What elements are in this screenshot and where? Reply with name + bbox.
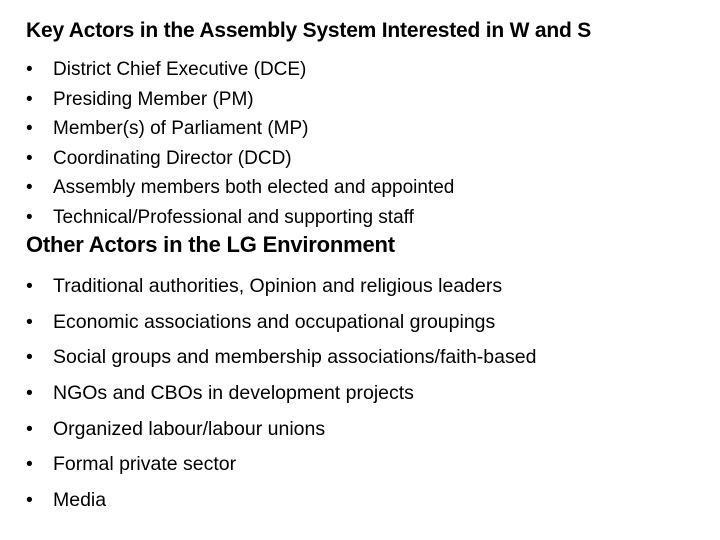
other-actors-heading: Other Actors in the LG Environment <box>26 232 395 257</box>
bullet-icon: • <box>26 275 33 297</box>
key-actors-heading: Key Actors in the Assembly System Interested in W and S <box>26 19 592 42</box>
list-item-text: Presiding Member (PM) <box>53 88 254 110</box>
bullet-icon: • <box>26 118 33 140</box>
list-item-text: Social groups and membership associations/faith-based <box>53 346 537 369</box>
list-item-text: District Chief Executive (DCE) <box>53 59 307 80</box>
list-item-text: Assembly members both elected and appointed <box>53 177 455 199</box>
list-item-text: Economic associations and occupational groupings <box>53 310 496 333</box>
bullet-icon: • <box>26 206 33 228</box>
bullet-icon: • <box>26 177 33 199</box>
list-item-text: Organized labour/labour unions <box>53 417 326 440</box>
bullet-icon: • <box>26 382 33 405</box>
bullet-icon: • <box>26 59 33 80</box>
list-item-text: Formal private sector <box>53 453 237 476</box>
list-item-text: NGOs and CBOs in development projects <box>53 382 414 405</box>
bullet-icon: • <box>26 88 33 110</box>
bullet-icon: • <box>26 147 33 169</box>
bullet-icon: • <box>26 489 33 512</box>
bullet-icon: • <box>26 346 33 369</box>
list-item-text: Media <box>53 489 107 512</box>
bullet-icon: • <box>26 417 33 440</box>
list-item-text: Coordinating Director (DCD) <box>53 147 292 169</box>
list-item-text: Traditional authorities, Opinion and religious leaders <box>53 275 503 297</box>
bullet-icon: • <box>26 453 33 476</box>
bullet-icon: • <box>26 310 33 333</box>
list-item-text: Technical/Professional and supporting staff <box>53 206 414 228</box>
list-item-text: Member(s) of Parliament (MP) <box>53 118 309 140</box>
